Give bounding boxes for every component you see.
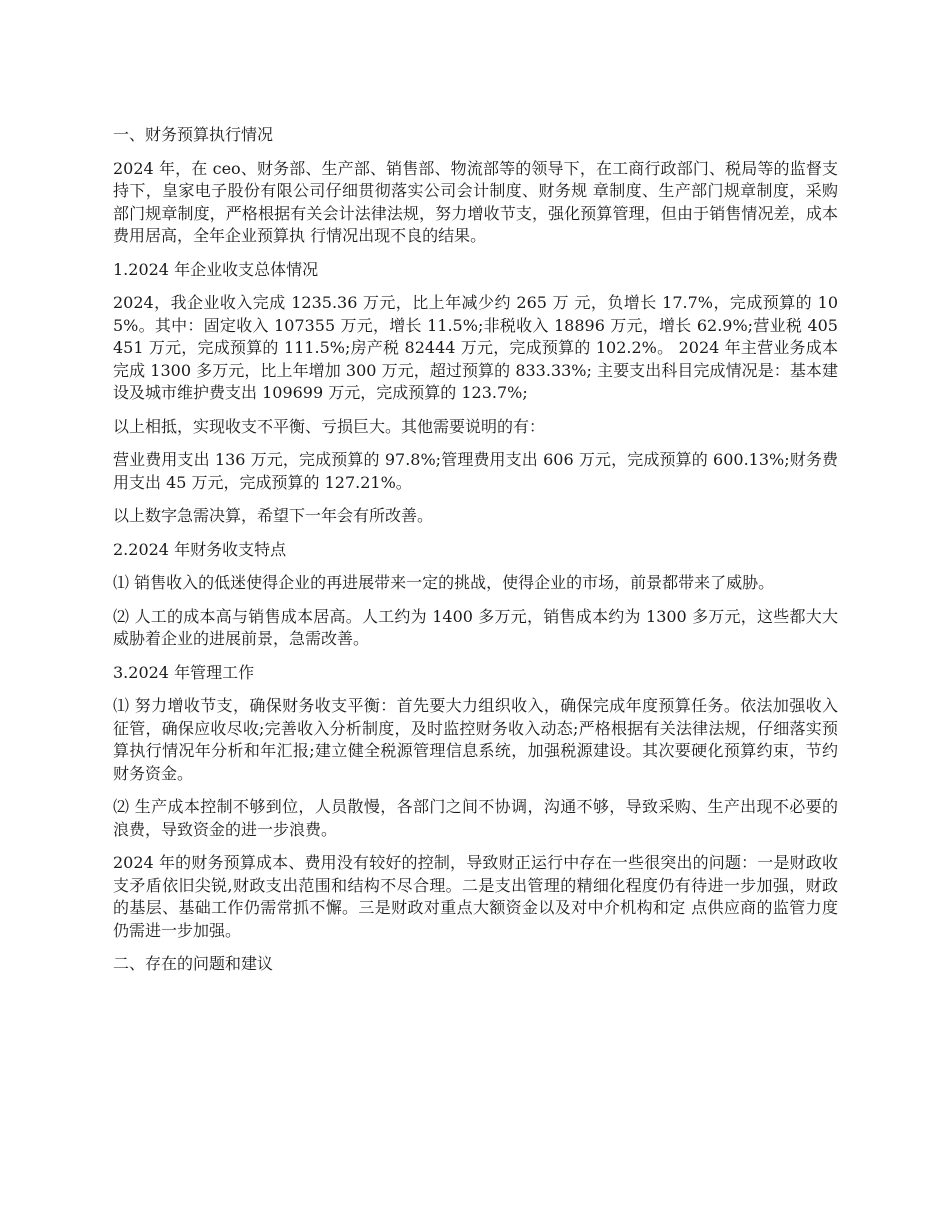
subsection-1-heading: 1.2024 年企业收支总体情况 <box>113 259 319 279</box>
subsection-3-heading: 3.2024 年管理工作 <box>113 662 255 682</box>
income-summary-paragraph: 2024，我企业收入完成 1235.36 万元，比上年减少约 265 万 元，负增长 17.7%，完成预算的 105%。其中：固定收入 107355 万元，增长 11.5%;非税收入 18896 万元，增长 62.9%;营业税 405451 万元，完成预算的 111.5%;房产税 82444 万元，完成预算的 102.2%。 2024 年主营业务成本完成 1300 多万元，比上年增加 300 万元，超过预算的 833.33%; 主要支出科目完成情况是：基本建设及城市维护费支出 109699 万元，完成预算的 123.7%; <box>113 293 838 402</box>
section-1-heading: 一、财务预算执行情况 <box>113 125 274 144</box>
urgent-paragraph: 以上数字急需决算，希望下一年会有所改善。 <box>113 506 434 525</box>
subsection-2-heading: 2.2024 年财务收支特点 <box>113 539 287 559</box>
section-2-heading: 二、存在的问题和建议 <box>113 954 274 973</box>
balance-paragraph: 以上相抵，实现收支不平衡、亏损巨大。其他需要说明的有： <box>113 416 546 436</box>
intro-paragraph: 2024 年，在 ceo、财务部、生产部、销售部、物流部等的领导下，在工商行政部门、税局等的监督支持下，皇家电子股份有限公司仔细贯彻落实公司会计制度、财务规 章制度、生产部门规章制度，采购部门规章制度，严格根据有关会计法律法规，努力增收节支，强化预算管理，但由于销售情况差，成本费用居高，全年企业预算执 行情况出现不良的结果。 <box>113 158 838 245</box>
problems-paragraph: 2024 年的财务预算成本、费用没有较好的控制，导致财正运行中存在一些很突出的问题：一是财政收支矛盾依旧尖锐,财政支出范围和结构不尽合理。二是支出管理的精细化程度仍有待进一步加强，财政的基层、基础工作仍需常抓不懈。三是财政对重点大额资金以及对中介机构和定 点供应商的监管力度仍需进一步加强。 <box>113 853 838 940</box>
feature-2-paragraph: ⑵ 人工的成本高与销售成本居高。人工约为 1400 多万元，销售成本约为 1300 多万元，这些都大大威胁着企业的进展前景，急需改善。 <box>113 606 838 648</box>
management-1-paragraph: ⑴ 努力增收节支，确保财务收支平衡：首先要大力组织收入，确保完成年度预算任务。依法加强收入征管，确保应收尽收;完善收入分析制度，及时监控财务收入动态;严格根据有关法律法规，仔细落实预算执行情况年分析和年汇报;建立健全税源管理信息系统，加强税源建设。其次要硬化预算约束，节约财务资金。 <box>113 696 838 783</box>
document-page <box>113 124 838 987</box>
expense-paragraph: 营业费用支出 136 万元，完成预算的 97.8%;管理费用支出 606 万元，完成预算的 600.13%;财务费用支出 45 万元，完成预算的 127.21%。 <box>113 450 838 492</box>
management-2-paragraph: ⑵ 生产成本控制不够到位，人员散慢，各部门之间不协调，沟通不够，导致采购、生产出现不必要的浪费，导致资金的进一步浪费。 <box>113 797 838 839</box>
feature-1-paragraph: ⑴ 销售收入的低迷使得企业的再进展带来一定的挑战，使得企业的市场，前景都带来了威胁。 <box>113 573 775 592</box>
